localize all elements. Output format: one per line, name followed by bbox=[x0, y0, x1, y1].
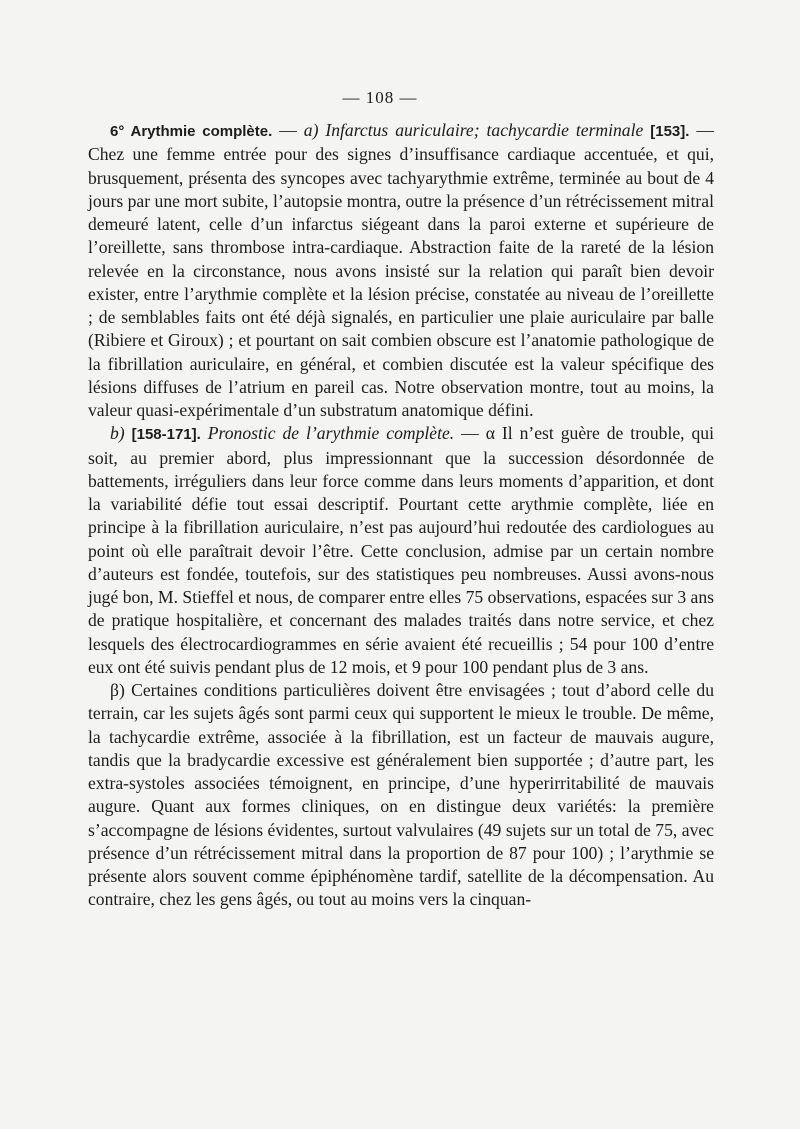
sub-b-title: Pronostic de l’arythmie complète. bbox=[207, 423, 455, 444]
text-a: — Chez une femme entrée pour des signes d’insuffisance cardiaque accentuée, et qui, brusquement, présenta des syncopes avec tachyarythmie extrême, terminée au bout de 4 jours par une mort subite, l’autopsie montra, outre la présence d’un rétrécissement mitral demeuré latent, celle d’un infarctus siégeant dans la paroi externe et supérieure de l’oreillette, sans thrombose intra-cardiaque. Abstraction faite de la rareté de la lésion relevée en la circonstance, nous avons insisté sur la relation qui paraît bien devoir exister, entre l’arythmie complète et la lésion précise, constatée au niveau de l’oreillette ; de semblables faits ont été déjà signalés, en particulier une plaie auriculaire par balle (Ribiere et Giroux) ; et pourtant on sait combien obscure est l’anatomie pathologique de la fibrillation auriculaire, en général, et combien discutée est la valeur spécifique des lésions diffuses de l’atrium en pareil cas. Notre observation montre, tout au moins, la valeur quasi-expérimentale d’un substratum anatomique défini. bbox=[88, 120, 714, 420]
body-text bbox=[88, 119, 714, 912]
sub-a-label: a) bbox=[303, 120, 319, 140]
sub-b-label: b) bbox=[110, 423, 125, 444]
paragraph-pronostic bbox=[88, 422, 714, 679]
text-b-intro: — α Il n’est guère de trouble, qui soit, au premier abord, plus impressionnant que la succession désordonnée de battements, irréguliers dans leur force comme dans leurs moments d’apparition, et dont la variabilité défie tout essai descriptif. Pourtant cette arythmie complète, liée en principe à la fibrillation auriculaire, n’est pas aujourd’hui redoutée des cardiologues au point où elle paraîtrait devoir l’être. Cette conclusion, admise par un certain nombre d’auteurs est fondée, toutefois, sur des statistiques peu nombreuses. Aussi avons-nous jugé bon, M. Stieffel et nous, de comparer entre elles 75 observations, espacées sur 3 ans de pratique hospitalière, et concernant des malades traités dans notre service, et chez lesquels des électrocardiogrammes en série avaient été recueillis ; 54 pour 100 d’entre eux ont été suivis pendant plus de 12 mois, et 9 pour 100 pendant plus de 3 ans. bbox=[88, 423, 714, 677]
paragraph-infarctus bbox=[88, 119, 714, 422]
page-number: — 108 — bbox=[342, 88, 418, 107]
reference-a: [153]. bbox=[650, 123, 690, 140]
paragraph-beta: β) Certaines conditions particulières doivent être envisagées ; tout d’abord celle du terrain, car les sujets âgés sont parmi ceux qui supportent le mieux le trouble. De même, la tachycardie extrême, associée à la fibrillation, est un facteur de mauvais augure, tandis que la bradycardie excessive est généralement bien supportée ; d’autre part, les extra-systoles associées témoignent, en principe, d’une hyperirritabilité de mauvais augure. Quant aux formes cliniques, on en distingue deux variétés: la première s’accompagne de lésions évidentes, surtout valvulaires (49 sujets sur un total de 75, avec présence d’un rétrécissement mitral dans la proportion de 87 pour 100) ; l’arythmie se présente alors souvent comme épiphénomène tardif, satellite de la décompensation. Au contraire, chez les gens âgés, ou tout au moins vers la cinquan- bbox=[88, 680, 714, 910]
sub-a-title: Infarctus auriculaire; tachycardie terminale bbox=[325, 120, 644, 140]
section-heading: 6° Arythmie complète. bbox=[110, 123, 273, 140]
reference-b: [158-171]. bbox=[131, 426, 201, 444]
heading-dash: — bbox=[272, 120, 304, 140]
